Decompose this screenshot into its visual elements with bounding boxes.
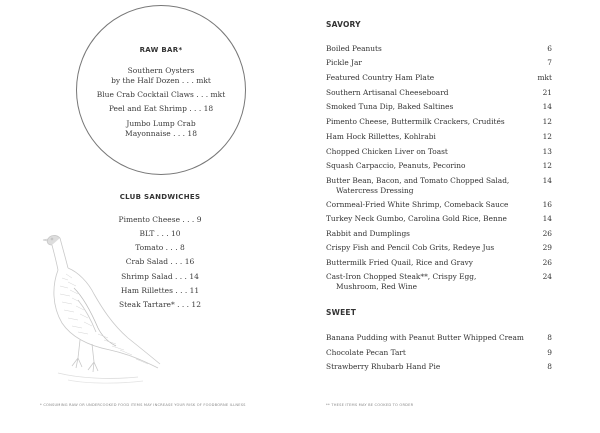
raw-bar-title: RAW BAR* [139, 46, 183, 54]
club-item: Shrimp Salad . . . 14 [121, 272, 199, 281]
raw-bar-item-oysters: Southern Oysters by the Half Dozen . . . mkt [111, 66, 211, 85]
footnote-cooked-to-order: ** THESE ITEMS MAY BE COOKED TO ORDER [326, 403, 414, 407]
club-item: Crab Salad . . . 16 [125, 257, 195, 266]
footnote-raw-food: * CONSUMING RAW OR UNDERCOOKED FOOD ITEMS MAY INCREASE YOUR RISK OF FOODBORNE ILLNESS [40, 403, 246, 407]
raw-bar-item-crab-mayo: Jumbo Lump Crab Mayonnaise . . . 18 [125, 119, 197, 138]
menu-page: RAW BAR* Southern Oysters by the Half Dozen . . . mkt Blue Crab Cocktail Claws . . . mkt Peel and Eat Shrimp . . . 18 Jumbo Lump Crab Mayonnaise . . . 18 CLUB SANDWICHES Pimento Cheese . . . 9 BLT . . . 10 Tomato . . . 8 Crab Salad . . . 16 Shrimp Salad . . . 14 Ham Rillettes . . . 11 Steak Tartare* . . . 12 * CONSUMING RAW OR UNDERCOOKED FOOD ITEMS MAY INCREASE YOUR RISK OF FOODBORNE ILLNESS ** THESE ITEMS MAY BE COOKED TO ORDER SAVORY Boiled Peanuts 6 Pickle Jar 7 Featured Country Ham Plate mkt Southern Artisanal Cheeseboard 21 Smoked Tuna Dip, Baked Saltines 14 Pimento Cheese, Buttermilk Crackers, Crudités 12 Ham Hock Rillettes, Kohlrabi 12 Chopped Chicken Liver on Toast 13 Squash Carpaccio, Peanuts, Pecorino 12 Butter Bean, Bacon, and Tomato Chopped Salad, Watercress Dressing 14 Cornmeal-Fried White Shrimp, Comeback Sauce 16 Turkey Neck Gumbo, Carolina Gold Rice, Benne 14 Rabbit and Dumplings 26 Crispy Fish and Pencil Cob Grits, Redeye Jus 29 Buttermilk Fried Quail, Rice and Gravy 26 Cast-Iron Chopped Steak**, Crispy Egg, Mushroom, Red Wine 24 SWEET Banana Pudding with Peanut Butter Whipped Cream 8 Chocolate Pecan Tart 9 Strawberry Rhubarb Hand Pie 8 [0, 0, 600, 433]
club-sandwiches-title: CLUB SANDWICHES [119, 193, 201, 201]
raw-bar-item-shrimp: Peel and Eat Shrimp . . . 18 [108, 104, 214, 113]
club-item: Steak Tartare* . . . 12 [119, 300, 201, 309]
raw-bar-item-crab-claws: Blue Crab Cocktail Claws . . . mkt [96, 90, 226, 99]
club-item: Ham Rillettes . . . 11 [120, 286, 200, 295]
pheasant-illustration [38, 228, 163, 388]
sweet-title: SWEET [326, 308, 357, 317]
club-item: BLT . . . 10 [139, 229, 181, 238]
savory-title: SAVORY [326, 20, 361, 29]
club-item: Pimento Cheese . . . 9 [118, 215, 202, 224]
club-item: Tomato . . . 8 [135, 243, 185, 252]
raw-bar-circle [76, 5, 246, 175]
